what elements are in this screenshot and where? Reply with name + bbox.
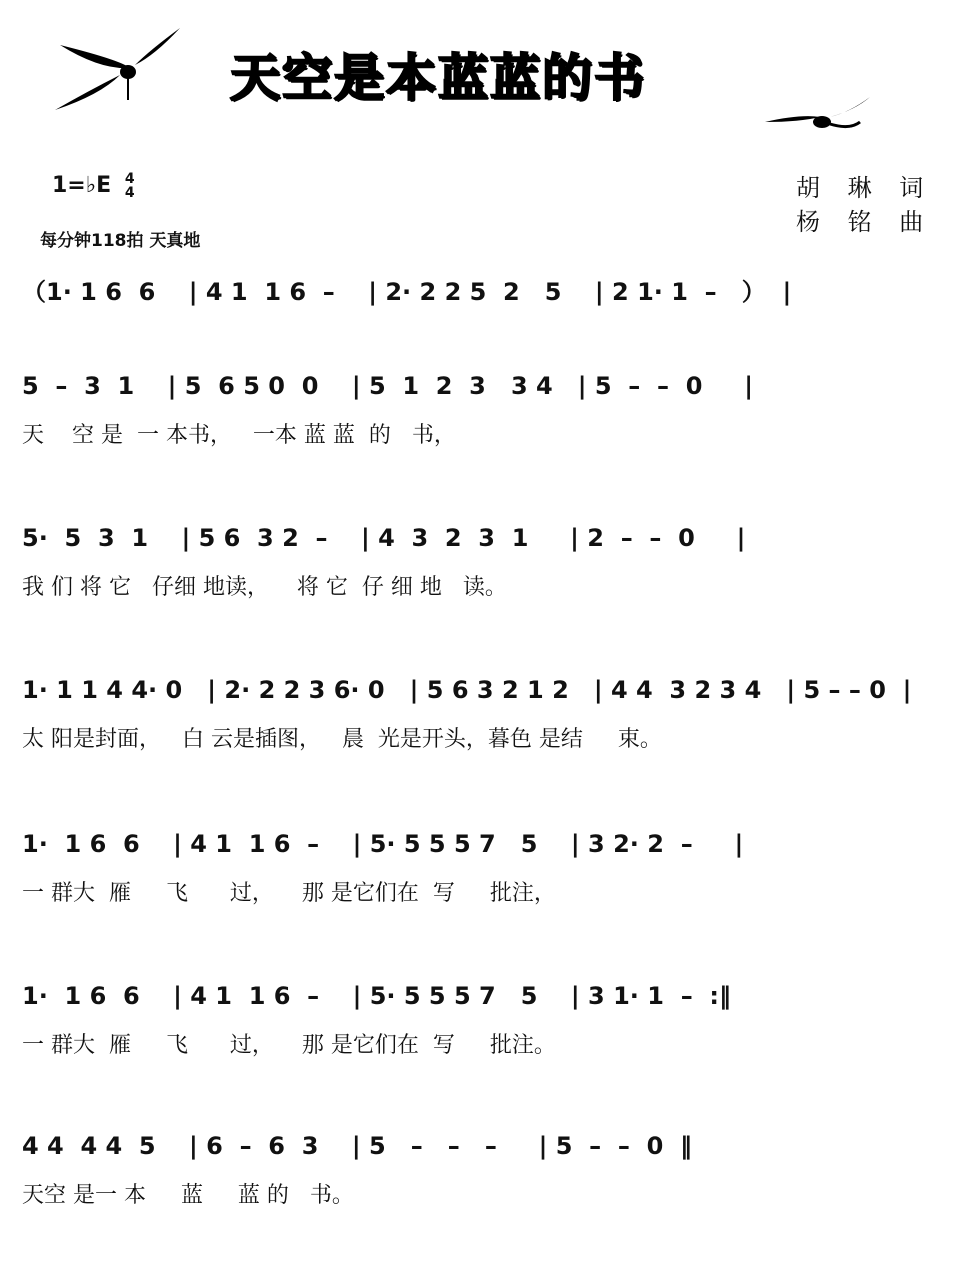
score-row	[22, 1132, 952, 1212]
lyrics-line: 一 群大 雁 飞 过， 那 是它们在 写 批注。	[22, 1033, 556, 1058]
notes-line: 4 4 4 4 5 | 6 – 6 3 | 5 – – – | 5 – – 0 ‖	[22, 1132, 692, 1160]
dragonfly-icon	[760, 92, 880, 142]
notes-line: （1· 1 6 6 | 4 1 1 6 – | 2· 2 2 5 2 5 | 2 1· 1 – ） |	[22, 278, 792, 306]
lyrics-line	[22, 318, 952, 352]
lyrics-line: 天空 是一 本 蓝 蓝 的 书。	[22, 1183, 354, 1208]
score-row	[22, 524, 952, 604]
notes-line: 1· 1 6 6 | 4 1 1 6 – | 5· 5 5 5 7 5 | 3 2· 2 – |	[22, 830, 744, 858]
meter-bottom: 4	[124, 185, 135, 201]
composer-credit: 杨 铭 曲	[796, 208, 934, 236]
lyrics-line: 太 阳是封面， 白 云是插图， 晨 光是开头，暮色 是结 束。	[22, 727, 662, 752]
notes-line: 1· 1 1 4 4· 0 | 2· 2 2 3 6· 0 | 5 6 3 2 1 2 | 4 4 3 2 3 4 | 5 – – 0 |	[22, 676, 912, 704]
dragonfly-icon	[40, 20, 190, 120]
key-text: 1=♭E	[52, 173, 112, 198]
lyrics-line: 一 群大 雁 飞 过， 那 是它们在 写 批注，	[22, 881, 556, 906]
notes-line: 5· 5 3 1 | 5 6 3 2 – | 4 3 2 3 1 | 2 – – 0 |	[22, 524, 746, 552]
score-row	[22, 372, 952, 452]
score-row	[22, 982, 952, 1062]
tempo-marking: 每分钟118拍 天真地	[40, 231, 201, 251]
key-signature	[52, 172, 135, 200]
lyrics-line: 我 们 将 它 仔细 地读， 将 它 仔 细 地 读。	[22, 575, 507, 600]
notes-line: 5 – 3 1 | 5 6 5 0 0 | 5 1 2 3 3 4 | 5 – – 0 |	[22, 372, 753, 400]
score-row	[22, 676, 952, 756]
notes-line: 1· 1 6 6 | 4 1 1 6 – | 5· 5 5 5 7 5 | 3 1· 1 – :‖	[22, 982, 731, 1010]
score-row	[22, 272, 952, 352]
lyricist-credit: 胡 琳 词	[796, 174, 934, 202]
score-row	[22, 830, 952, 910]
lyrics-line: 天 空 是 一 本书， 一本 蓝 蓝 的 书，	[22, 423, 456, 448]
page-title: 天空是本蓝蓝的书	[230, 49, 646, 107]
meter-top: 4	[124, 171, 135, 187]
